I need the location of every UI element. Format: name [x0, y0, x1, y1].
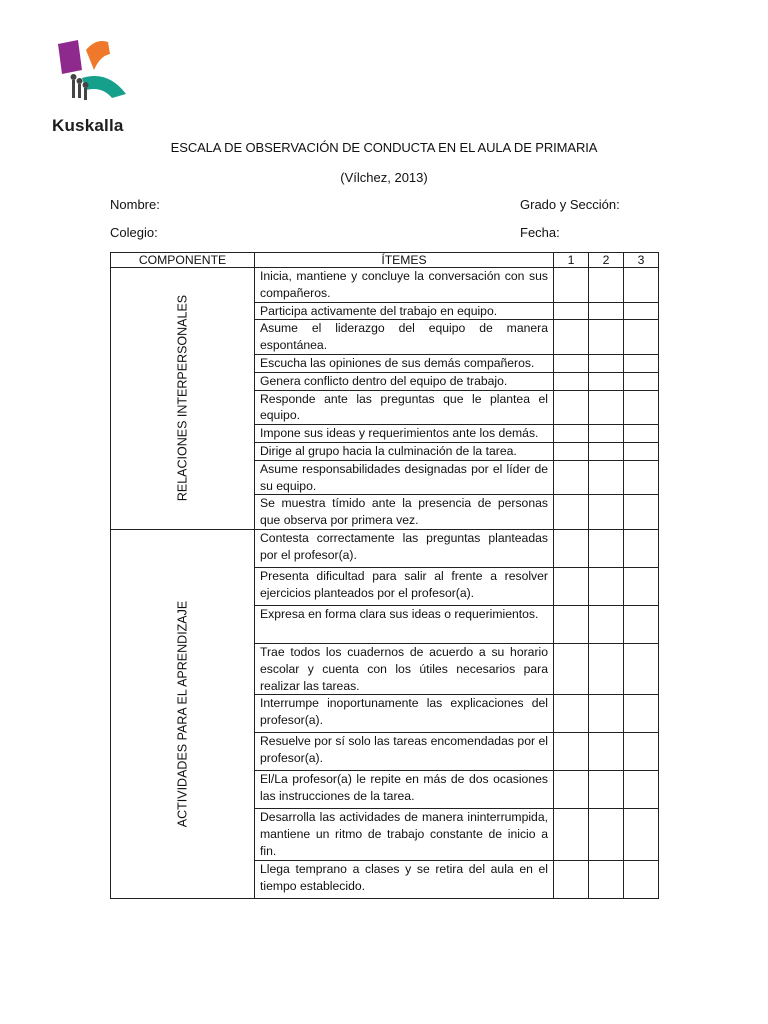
score-cell-2[interactable] [589, 390, 624, 425]
score-cell-2[interactable] [589, 354, 624, 372]
score-cell-2[interactable] [589, 495, 624, 530]
component-cell [111, 529, 255, 898]
score-cell-2[interactable] [589, 425, 624, 443]
score-cell-3[interactable] [624, 442, 659, 460]
score-cell-3[interactable] [624, 354, 659, 372]
score-cell-3[interactable] [624, 567, 659, 605]
document-title: ESCALA DE OBSERVACIÓN DE CONDUCTA EN EL AULA DE PRIMARIA [170, 140, 598, 155]
item-text: Impone sus ideas y requerimientos ante los demás. [255, 425, 554, 443]
item-text: Presenta dificultad para salir al frente a resolver ejercicios planteados por el profesor(a). [255, 567, 554, 605]
component-label: ACTIVIDADES PARA EL APRENDIZAJE [175, 600, 190, 828]
header-items: ÍTEMES [255, 253, 554, 268]
fecha-label: Fecha: [520, 225, 560, 240]
score-cell-3[interactable] [624, 529, 659, 567]
score-cell-3[interactable] [624, 733, 659, 771]
header-score-1: 1 [554, 253, 589, 268]
score-cell-3[interactable] [624, 372, 659, 390]
score-cell-3[interactable] [624, 809, 659, 861]
score-cell-3[interactable] [624, 302, 659, 320]
score-cell-1[interactable] [554, 354, 589, 372]
score-cell-1[interactable] [554, 302, 589, 320]
nombre-label: Nombre: [110, 197, 160, 212]
score-cell-1[interactable] [554, 460, 589, 495]
score-cell-1[interactable] [554, 442, 589, 460]
score-cell-3[interactable] [624, 643, 659, 694]
header-score-3: 3 [624, 253, 659, 268]
observation-scale-table [110, 252, 659, 899]
item-text: Escucha las opiniones de sus demás compañeros. [255, 354, 554, 372]
score-cell-3[interactable] [624, 320, 659, 355]
item-text: Llega temprano a clases y se retira del aula en el tiempo establecido. [255, 861, 554, 899]
score-cell-2[interactable] [589, 567, 624, 605]
header-score-2: 2 [589, 253, 624, 268]
score-cell-3[interactable] [624, 460, 659, 495]
score-cell-2[interactable] [589, 771, 624, 809]
score-cell-1[interactable] [554, 372, 589, 390]
score-cell-2[interactable] [589, 529, 624, 567]
score-cell-3[interactable] [624, 268, 659, 303]
score-cell-1[interactable] [554, 425, 589, 443]
score-cell-3[interactable] [624, 861, 659, 899]
score-cell-1[interactable] [554, 695, 589, 733]
score-cell-2[interactable] [589, 320, 624, 355]
table-row [111, 268, 659, 303]
item-text: Dirige al grupo hacia la culminación de la tarea. [255, 442, 554, 460]
score-cell-2[interactable] [589, 268, 624, 303]
score-cell-1[interactable] [554, 861, 589, 899]
score-cell-2[interactable] [589, 605, 624, 643]
score-cell-3[interactable] [624, 695, 659, 733]
score-cell-1[interactable] [554, 567, 589, 605]
score-cell-2[interactable] [589, 809, 624, 861]
item-text: Desarrolla las actividades de manera ininterrumpida, mantiene un ritmo de trabajo constante de inicio a fin. [255, 809, 554, 861]
component-label: RELACIONES INTERPERSONALES [175, 295, 190, 502]
item-text: Trae todos los cuadernos de acuerdo a su horario escolar y cuenta con los útiles necesarios para realizar las tareas. [255, 643, 554, 694]
score-cell-2[interactable] [589, 372, 624, 390]
grado-seccion-label: Grado y Sección: [520, 197, 620, 212]
score-cell-1[interactable] [554, 771, 589, 809]
item-text: El/La profesor(a) le repite en más de dos ocasiones las instrucciones de la tarea. [255, 771, 554, 809]
component-cell [111, 268, 255, 530]
item-text: Interrumpe inoportunamente las explicaciones del profesor(a). [255, 695, 554, 733]
score-cell-1[interactable] [554, 529, 589, 567]
item-text: Genera conflicto dentro del equipo de trabajo. [255, 372, 554, 390]
score-cell-2[interactable] [589, 695, 624, 733]
score-cell-2[interactable] [589, 861, 624, 899]
score-cell-1[interactable] [554, 809, 589, 861]
kuskalla-logo-mark [52, 36, 138, 116]
logo-wordmark: Kuskalla [52, 116, 124, 135]
score-cell-1[interactable] [554, 733, 589, 771]
document-citation: (Vílchez, 2013) [340, 170, 428, 185]
score-cell-3[interactable] [624, 495, 659, 530]
score-cell-1[interactable] [554, 268, 589, 303]
kuskalla-logo [52, 36, 138, 140]
score-cell-1[interactable] [554, 643, 589, 694]
score-cell-2[interactable] [589, 733, 624, 771]
score-cell-3[interactable] [624, 390, 659, 425]
colegio-label: Colegio: [110, 225, 158, 240]
score-cell-1[interactable] [554, 320, 589, 355]
item-text: Asume el liderazgo del equipo de manera espontánea. [255, 320, 554, 355]
item-text: Expresa en forma clara sus ideas o requerimientos. [255, 605, 554, 643]
score-cell-3[interactable] [624, 605, 659, 643]
score-cell-2[interactable] [589, 442, 624, 460]
table-row [111, 529, 659, 567]
item-text: Inicia, mantiene y concluye la conversación con sus compañeros. [255, 268, 554, 303]
score-cell-1[interactable] [554, 390, 589, 425]
score-cell-1[interactable] [554, 605, 589, 643]
score-cell-1[interactable] [554, 495, 589, 530]
item-text: Resuelve por sí solo las tareas encomendadas por el profesor(a). [255, 733, 554, 771]
item-text: Contesta correctamente las preguntas planteadas por el profesor(a). [255, 529, 554, 567]
score-cell-2[interactable] [589, 460, 624, 495]
table-header-row [111, 253, 659, 268]
score-cell-3[interactable] [624, 771, 659, 809]
item-text: Responde ante las preguntas que le plantea el equipo. [255, 390, 554, 425]
score-cell-2[interactable] [589, 302, 624, 320]
score-cell-2[interactable] [589, 643, 624, 694]
item-text: Participa activamente del trabajo en equipo. [255, 302, 554, 320]
item-text: Asume responsabilidades designadas por el líder de su equipo. [255, 460, 554, 495]
header-componente: COMPONENTE [111, 253, 255, 268]
item-text: Se muestra tímido ante la presencia de personas que observa por primera vez. [255, 495, 554, 530]
score-cell-3[interactable] [624, 425, 659, 443]
